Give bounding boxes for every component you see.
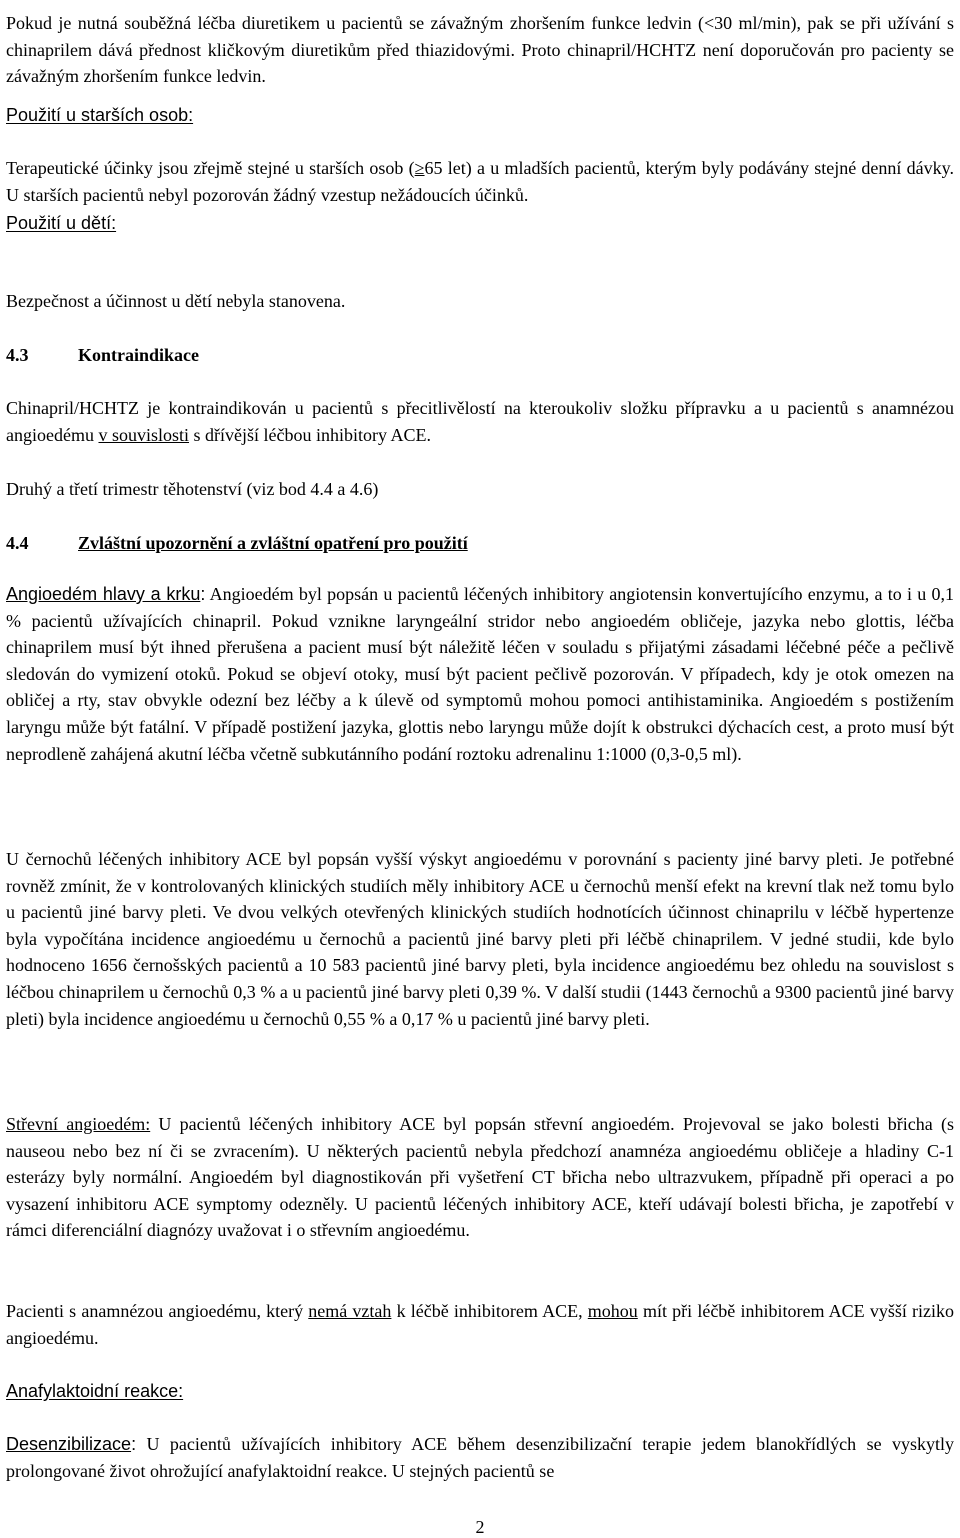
section-4-3-number: 4.3 bbox=[6, 345, 29, 365]
desensitization-paragraph bbox=[6, 1431, 954, 1484]
section-4-4-number: 4.4 bbox=[6, 533, 29, 553]
intestinal-angioedema-label: Střevní angioedém: bbox=[6, 1114, 151, 1134]
intro-paragraph: Pokud je nutná souběžná léčba diuretikem u pacientů se závažným zhoršením funkce ledvin (<30 ml/min), pak se při užívání s chinaprilem dává přednost kličkovým diuretikům před thiazidovými. Proto chinapril/HCHTZ není doporučován pro pacienty se závažným zhoršením funkce ledvin. bbox=[6, 13, 954, 87]
head-neck-angioedema-paragraph bbox=[6, 581, 954, 767]
pregnancy-contraindication: Druhý a třetí trimestr těhotenství (viz bod 4.4 a 4.6) bbox=[6, 479, 379, 499]
desensitization-text: U pacientů užívajících inhibitory ACE během desenzibilizační terapie jedem blanokřídlých se vyskytly prolongované život ohrožující anafylaktoidní reakce. U stejných pacientů se bbox=[6, 1434, 954, 1481]
contraindications-text-after: s dřívější léčbou inhibitory ACE. bbox=[189, 424, 431, 445]
contraindications-text-before: Chinapril/HCHTZ je kontraindikován u pacientů s přecitlivělostí na kteroukoliv složku přípravku a u pacientů s anamnézou angioedému bbox=[6, 398, 954, 445]
section-4-3-heading bbox=[6, 342, 199, 368]
elderly-text-before: Terapeutické účinky jsou zřejmě stejné u starších osob ( bbox=[6, 158, 415, 178]
history-underlined-2: mohou bbox=[587, 1301, 638, 1321]
angioedema-history-paragraph bbox=[6, 1298, 954, 1351]
history-underlined-1: nemá vztah bbox=[308, 1301, 392, 1321]
head-neck-angioedema-label: Angioedém hlavy a krku bbox=[6, 584, 201, 604]
section-4-4-heading bbox=[6, 530, 468, 556]
children-use-paragraph: Bezpečnost a účinnost u dětí nebyla stanovena. bbox=[6, 291, 346, 311]
contraindications-paragraph bbox=[6, 395, 954, 448]
desensitization-colon: : bbox=[131, 1434, 137, 1454]
greater-equal-symbol: ≥ bbox=[414, 158, 425, 178]
head-neck-angioedema-colon: : bbox=[200, 584, 206, 604]
elderly-text-after: 65 let) a u mladších pacientů, kterým byly podávány stejné denní dávky. U starších pacientů nebyl pozorován žádný vzestup nežádoucích účinků. bbox=[6, 158, 954, 205]
desensitization-label: Desenzibilizace bbox=[6, 1434, 132, 1454]
section-4-4-title: Zvláštní upozornění a zvláštní opatření pro použití bbox=[78, 533, 468, 553]
page-number: 2 bbox=[475, 1517, 485, 1537]
children-use-heading: Použití u dětí: bbox=[6, 213, 117, 233]
black-patients-paragraph: U černochů léčených inhibitory ACE byl popsán vyšší výskyt angioedému v porovnání s pacienty jiné barvy pleti. Je potřebné rovněž zmínit, že v kontrolovaných klinických studiích měly inhibitory ACE u černochů menší efekt na krevní tlak než tomu bylo u pacientů jiné barvy pleti. Ve dvou velkých otevřených klinických studiích hodnotících účinnost chinaprilu v léčbě hypertenze byla vypočítána incidence angioedému u černochů a pacientů jiné barvy pleti při léčbě chinaprilem. V jedné studii, kde bylo hodnoceno 1656 černošských pacientů a 10 583 pacientů jiné barvy pleti, byla incidence angioedému bez ohledu na souvislost s léčbou chinaprilem u černochů 0,3 % a u pacientů jiné barvy pleti 0,39 %. V další studii (1443 černochů a 9300 pacientů jiné barvy pleti) byla incidence angioedému u černochů 0,55 % a 0,17 % u pacientů jiné barvy pleti. bbox=[6, 849, 954, 1029]
intestinal-angioedema-paragraph bbox=[6, 1111, 954, 1244]
anaphylactoid-heading: Anafylaktoidní reakce: bbox=[6, 1381, 184, 1401]
history-text-3: mít při léčbě inhibitorem ACE vyšší riziko angioedému. bbox=[6, 1301, 954, 1348]
contraindications-underlined: v souvislosti bbox=[98, 424, 190, 445]
elderly-use-paragraph bbox=[6, 155, 954, 208]
history-text-1: Pacienti s anamnézou angioedému, který bbox=[6, 1301, 309, 1321]
history-text-2: k léčbě inhibitorem ACE, bbox=[391, 1301, 588, 1321]
intestinal-angioedema-text: U pacientů léčených inhibitory ACE byl popsán střevní angioedém. Projevoval se jako bolesti břicha (s nauseou nebo bez ní či se zvracením). U některých pacientů nebyla předchozí anamnéza angioedému obličeje a hladiny C-1 esterázy byly normální. Angioedém byl diagnostikován při vyšetření CT břicha nebo ultrazvukem, případně při operaci a po vysazení inhibitoru ACE symptomy odezněly. U pacientů léčených inhibitory ACE, kteří udávají bolesti břicha, je zapotřebí v rámci diferenciální diagnózy uvažovat i o střevním angioedému. bbox=[6, 1114, 955, 1241]
section-4-3-title: Kontraindikace bbox=[78, 345, 200, 365]
elderly-use-heading: Použití u starších osob: bbox=[6, 105, 194, 125]
head-neck-angioedema-text: Angioedém byl popsán u pacientů léčených inhibitory angiotensin konvertujícího enzymu, a to i u 0,1 % pacientů užívajících chinapril. Pokud vznikne laryngeální stridor nebo angioedém obličeje, jazyka nebo glottis, léčba chinaprilem musí být ihned přerušena a pacient musí být náležitě léčen v souladu s přijatými zásadami léčebné péče a pečlivě sledován do vymizení otoků. Pokud se objeví otoky, musí být pacient pečlivě pozorován. V případech, kdy je otok omezen na obličej a rty, stav obvykle odezní bez léčby a k úlevě od symptomů mohou pomoci antihistaminika. Angioedém s postižením laryngu může být fatální. V případě postižení jazyka, glottis nebo laryngu může dojít k obstrukci dýchacích cest, a proto musí být neprodleně zahájená akutní léčba včetně subkutánního podání roztoku adrenalinu 1:1000 (0,3-0,5 ml). bbox=[6, 584, 954, 764]
